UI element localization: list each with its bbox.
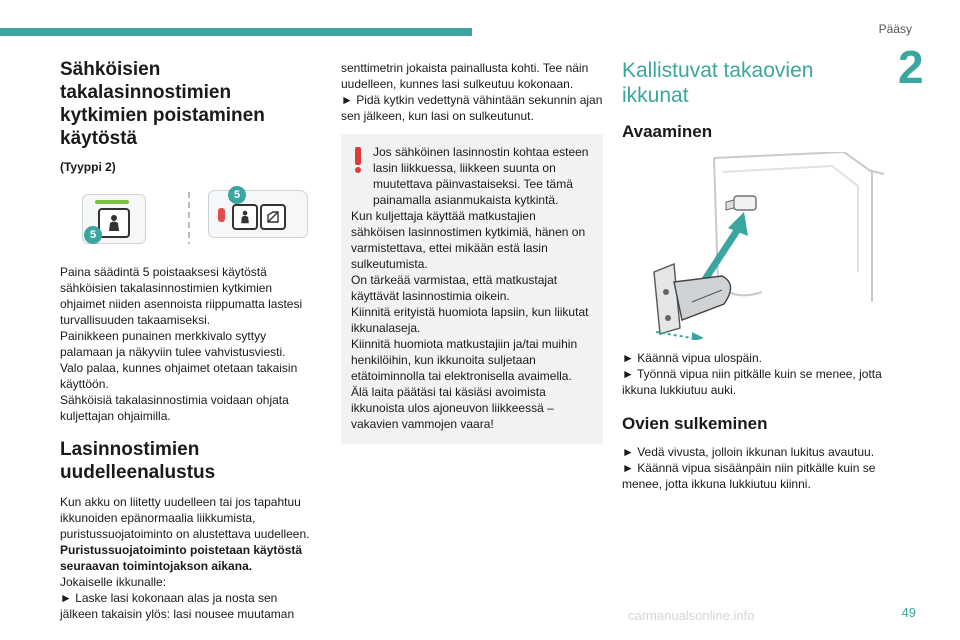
red-indicator-light — [218, 208, 225, 222]
red-light-text: Painikkeen punainen merkkivalo syttyy palamaan ja näkyviin tulee vahvistusviesti. — [60, 329, 286, 359]
child-icon — [238, 210, 252, 224]
figure-separator — [188, 192, 190, 244]
column-1 — [60, 58, 318, 622]
top-accent-bar — [0, 28, 472, 36]
section-name: Pääsy — [878, 22, 912, 36]
exclamation-icon — [351, 146, 365, 174]
column-2 — [341, 60, 603, 444]
reset-paragraph: Kun akku on liitetty uudelleen tai jos tapahtuu ikkunoiden epänormaalia liikkumista, puristussuojatoiminto on alustettava uudelleen. — [60, 495, 310, 541]
callout-5-right: 5 — [228, 186, 246, 204]
open-step-1: ► Käännä vipua ulospäin. — [622, 351, 762, 365]
warning-box — [341, 134, 603, 444]
disable-switches-title: Sähköisien takalasinnostimien kytkimien poistaminen käytöstä — [60, 59, 265, 149]
tilting-windows-title: Kallistuvat takaovien ikkunat — [622, 59, 814, 107]
reset-bold-text: Puristussuojatoiminto poistetaan käytöstä seuraavan toimintojakson aikana. — [60, 543, 303, 573]
reset-title: Lasinnostimien uudelleenalustus — [60, 439, 216, 483]
driver-control-text: Sähköisiä takalasinnostimia voidaan ohjata kuljettajan ohjaimilla. — [60, 393, 289, 423]
warning-line-1: Jos sähköinen lasinnostin kohtaa esteen lasin liikkuessa, liikkeen suunta on muutettava päinvastaiseksi. Tee tämä painamalla asianmukaista kytkintä. — [373, 145, 589, 207]
watermark: carmanualsonline.info — [628, 608, 755, 623]
close-step-1: ► Vedä vivusta, jolloin ikkunan lukitus avautuu. — [622, 445, 875, 459]
close-step-2: ► Käännä vipua sisäänpäin niin pitkälle kuin se menee, jotta ikkuna lukkiutuu kiinni. — [622, 461, 876, 491]
green-indicator-light — [95, 200, 129, 204]
child-lock-button-active — [232, 204, 258, 230]
page-number: 49 — [901, 605, 916, 620]
closing-title: Ovien sulkeminen — [622, 414, 768, 433]
window-crossed-icon — [266, 210, 280, 224]
chapter-number: 2 — [898, 41, 924, 93]
continued-text: senttimetrin jokaista painallusta kohti. Tee näin uudelleen, kunnes lasi sulkeutuu kokonaan. — [341, 61, 589, 91]
warning-line-4: Kiinnitä erityistä huomiota lapsiin, kun liikutat ikkunalaseja. — [351, 305, 589, 335]
open-step-2: ► Työnnä vipua niin pitkälle kuin se menee, jotta ikkuna lukkiutuu auki. — [622, 367, 882, 397]
warning-line-6: Älä laita päätäsi tai käsiäsi avoimista ikkunoista ulos ajoneuvon liikkeessä – vakavien vammojen vaara! — [351, 385, 554, 431]
child-lock-button — [98, 208, 130, 238]
door-latch-figure — [622, 152, 884, 340]
press-control-text: Paina säädintä 5 poistaaksesi käytöstä sähköisien takalasinnostimien kytkimien ohjaimet niiden asennoista riippumatta lastesi turvallisuuden takaamiseksi. — [60, 265, 303, 327]
reset-step-1: ► Laske lasi kokonaan alas ja nosta sen jälkeen takaisin ylös: lasi nousee muutaman — [60, 591, 295, 621]
switch-figure — [60, 186, 310, 250]
light-stays-text: Valo palaa, kunnes ohjaimet otetaan takaisin käyttöön. — [60, 361, 298, 391]
callout-5-left: 5 — [84, 226, 102, 244]
warning-line-3: On tärkeää varmistaa, että matkustajat käyttävät lasinnostimia oikein. — [351, 273, 558, 303]
warning-line-5: Kiinnitä huomiota matkustajiin ja/tai muihin henkilöihin, kun ikkunoita suljetaan etätoiminnolla tai elektronisella avaimella. — [351, 337, 578, 383]
child-icon — [105, 214, 123, 232]
opening-title: Avaaminen — [622, 122, 713, 141]
type-subtitle: (Tyyppi 2) — [60, 160, 116, 174]
reset-for-each: Jokaiselle ikkunalle: — [60, 575, 167, 589]
column-3 — [622, 58, 884, 492]
window-lock-button — [260, 204, 286, 230]
warning-line-2: Kun kuljettaja käyttää matkustajien sähköisen lasinnostimen kytkimiä, hänen on varmistettava, ettei mikään estä lasin sulkeutumista. — [351, 209, 586, 271]
rear-window-latch-illustration — [622, 152, 884, 340]
reset-step-2: ► Pidä kytkin vedettynä vähintään sekunnin ajan sen jälkeen, kun lasi on sulkeutunut. — [341, 93, 603, 123]
